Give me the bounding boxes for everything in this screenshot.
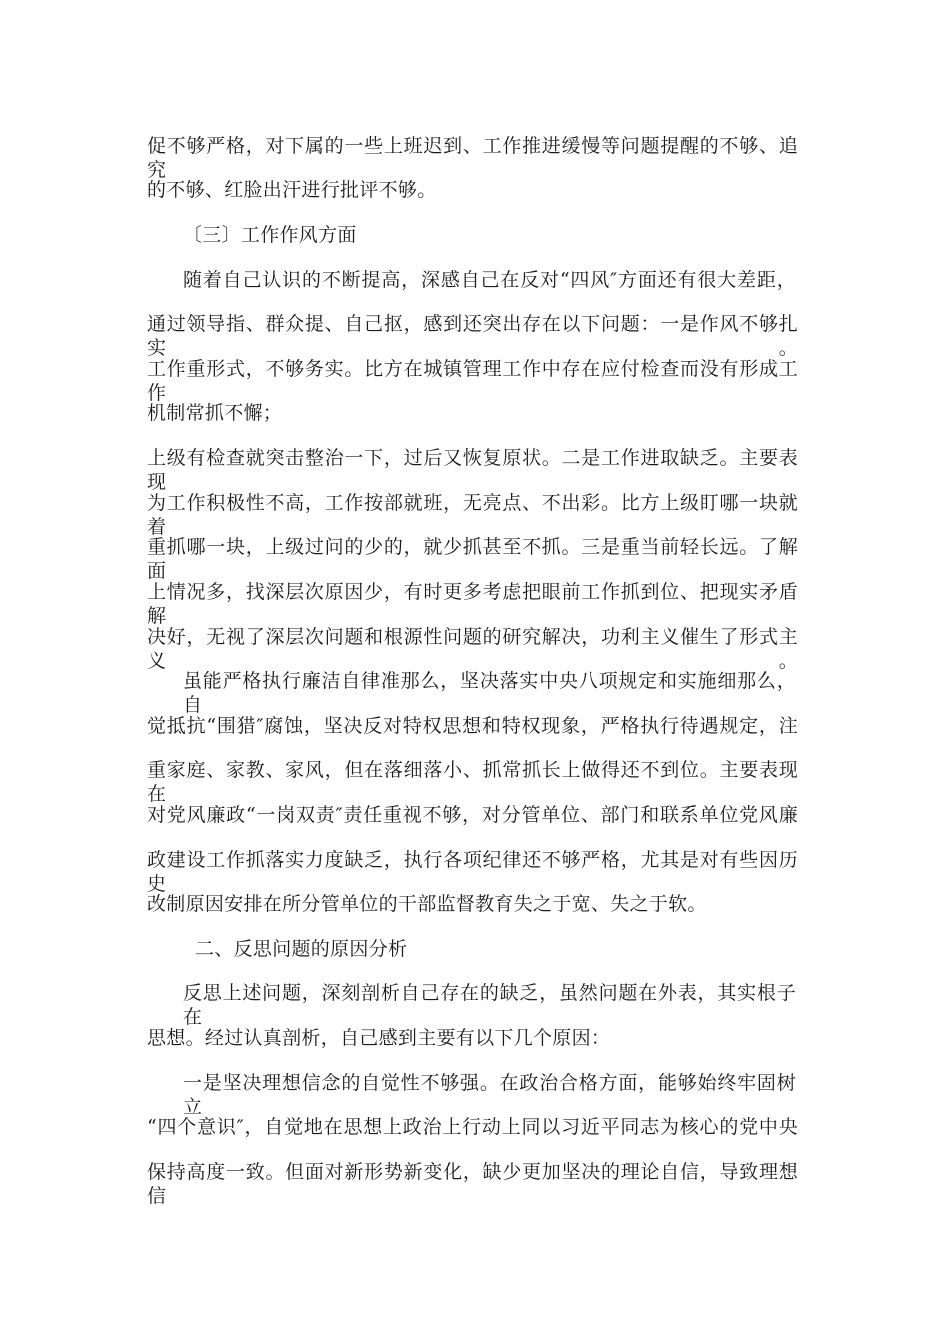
paragraph-line: 思想。经过认真剖析，自己感到主要有以下几个原因： <box>147 1027 611 1049</box>
paragraph-line: 的不够、红脸出汗进行批评不够。 <box>147 179 437 201</box>
paragraph-line: 虽能严格执行廉洁自律准那么，坚决落实中央八项规定和实施细那么，自 <box>183 670 796 716</box>
section-heading: 〔三〕工作作风方面 <box>183 224 357 246</box>
paragraph-line: 政建设工作抓落实力度缺乏，执行各项纪律还不够严格，尤其是对有些因历史 <box>147 849 798 895</box>
paragraph-line: 一是坚决理想信念的自觉性不够强。在政治合格方面，能够始终牢固树立 <box>183 1072 796 1118</box>
paragraph-line: 机制常抓不懈； <box>147 402 283 424</box>
paragraph-line: 反思上述问题，深刻剖析自己存在的缺乏，虽然问题在外表，其实根子在 <box>183 982 796 1028</box>
paragraph-line: 保持高度一致。但面对新形势新变化，缺少更加坚决的理论自信，导致理想信 <box>147 1161 798 1207</box>
paragraph-line: 通过领导指、群众提、自己抠，感到还突出存在以下问题：一是作风不够扎实。 <box>147 313 798 359</box>
paragraph-line: 觉抵抗“围猎″腐蚀，坚决反对特权思想和特权现象，严格执行待遇规定，注 <box>147 715 798 737</box>
paragraph-line: 决好，无视了深层次问题和根源性问题的研究解决，功利主义催生了形式主义。 <box>147 626 798 672</box>
paragraph-line: 重家庭、家教、家风，但在落细落小、抓常抓长上做得还不到位。主要表现在 <box>147 759 798 805</box>
paragraph-line: 为工作积极性不高，工作按部就班，无亮点、不出彩。比方上级盯哪一块就着 <box>147 492 798 538</box>
section-heading: 二、反思问题的原因分析 <box>195 938 408 960</box>
paragraph-line: 随着自己认识的不断提高，深感自己在反对“四风″方面还有很大差距， <box>183 269 796 291</box>
paragraph-line: 改制原因安排在所分管单位的干部监督教育失之于宽、失之于软。 <box>147 893 707 915</box>
paragraph-line: 重抓哪一块，上级过问的少的，就少抓甚至不抓。三是重当前轻长远。了解面 <box>147 536 798 582</box>
paragraph-line: 工作重形式，不够务实。比方在城镇管理工作中存在应付检查而没有形成工作 <box>147 358 798 404</box>
paragraph-line: 促不够严格，对下属的一些上班迟到、工作推进缓慢等问题提醒的不够、追究 <box>147 135 798 181</box>
paragraph-line: 上情况多，找深层次原因少，有时更多考虑把眼前工作抓到位、把现实矛盾解 <box>147 581 798 627</box>
paragraph-line: “四个意识″，自觉地在思想上政治上行动上同以习近平同志为核心的党中央 <box>147 1116 798 1138</box>
paragraph-line: 对党风廉政“一岗双责″责任重视不够，对分管单位、部门和联系单位党风廉 <box>147 804 798 826</box>
paragraph-line: 上级有检查就突击整治一下，过后又恢复原状。二是工作进取缺乏。主要表现 <box>147 447 798 493</box>
